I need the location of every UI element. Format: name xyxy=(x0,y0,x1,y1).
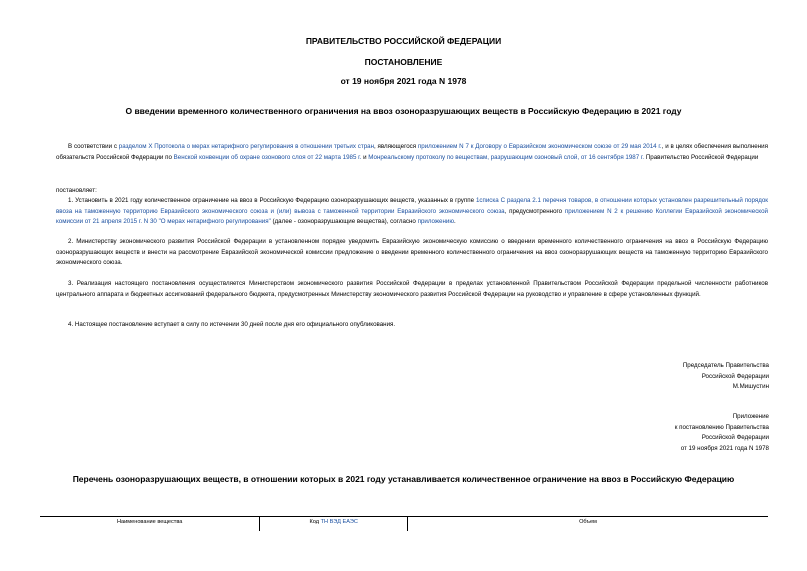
link-treaty-appendix-7[interactable]: приложением N 7 к Договору о Евразийском экономическом союзе от 29 мая 2014 г. xyxy=(417,143,662,150)
link-appendix[interactable]: приложению xyxy=(417,218,454,225)
column-header-substance-name: Наименование вещества xyxy=(40,517,260,531)
intro-text-2: , являющегося xyxy=(374,143,418,150)
postanovlyaet-label: постановляет: xyxy=(56,187,97,194)
signature-org: Российской Федерации xyxy=(701,372,769,380)
intro-text-4: и xyxy=(361,153,369,161)
appendix-date: от 19 ноября 2021 года N 1978 xyxy=(680,444,769,452)
p1-text-2: , предусмотренного xyxy=(504,207,565,215)
paragraph-4: 4. Настоящее постановление вступает в силу по истечении 30 дней после дня его официального опубликования. xyxy=(68,321,396,328)
link-list-c-section[interactable]: 1списка С раздела 2.1 перечня товаров, в отношении которых установлен разрешительный порядок ввоза на таможенную территорию Евразийского экономического союза и (или) вывоза с таможенной территории Евразийского экономического союза xyxy=(56,197,768,215)
intro-text-3: , и в целях обеспечения выполнения обязательств Российской Федерации по xyxy=(56,143,768,161)
substances-table-header xyxy=(40,516,768,531)
document-type: ПОСТАНОВЛЕНИЕ xyxy=(364,57,443,67)
signature-name: М.Мишустин xyxy=(732,383,769,390)
signature-block xyxy=(683,361,769,393)
link-tn-ved[interactable]: ТН ВЭД ЕАЭС xyxy=(320,519,358,525)
appendix-label: Приложение xyxy=(732,413,769,420)
appendix-block xyxy=(675,412,769,454)
document-date-number: от 19 ноября 2021 года N 1978 xyxy=(340,76,467,86)
link-decision-appendix-2[interactable]: приложением N 2 к решению Коллегии Евразийской экономической комиссии от 21 апреля 2015 г. N 30 "О мерах нетарифного регулирования" xyxy=(56,207,768,225)
link-vienna-convention[interactable]: Венской конвенции об охране озонового слоя от 22 марта 1985 г. xyxy=(173,153,362,161)
document-title: О введении временного количественного ограничения на ввоз озоноразрушающих веществ в Российскую Федерацию в 2021 году xyxy=(125,106,682,116)
p1-text-4: . xyxy=(454,218,456,225)
intro-text-1: В соответствии с xyxy=(68,143,119,150)
paragraph-1 xyxy=(56,196,768,228)
government-header: ПРАВИТЕЛЬСТВО РОССИЙСКОЙ ФЕДЕРАЦИИ xyxy=(305,36,502,46)
appendix-org: Российской Федерации xyxy=(701,434,769,441)
p1-text-1: 1. Установить в 2021 году количественное ограничение на ввоз в Российскую Федерацию озоноразрушающих веществ, указанных в группе xyxy=(68,197,476,204)
link-montreal-protocol[interactable]: Монреальскому протоколу по веществам, разрушающим озоновый слой, от 16 сентября 1987 г. xyxy=(368,153,645,161)
column-header-code xyxy=(260,517,408,531)
paragraph-2: 2. Министерству экономического развития Российской Федерации в установленном порядке уведомить Евразийскую экономическую комиссию о введении временного количественного ограничения на ввоз в Российскую Федерацию озоноразрушающих веществ и внести на рассмотрение Евразийской экономической комиссии предложение о введении временного количественного ограничения на ввоз озоноразрушающих веществ на таможенную территорию Евразийского экономического союза. xyxy=(56,238,768,266)
column-header-volume: Объем xyxy=(579,519,597,525)
link-protocol-section-x[interactable]: разделом X Протокола о мерах нетарифного регулирования в отношении третьих стран xyxy=(118,143,374,150)
p1-text-3: (далее - озоноразрушающие вещества), согласно xyxy=(270,218,418,225)
signature-position: Председатель Правительства xyxy=(682,362,769,369)
paragraph-3: 3. Реализация настоящего постановления осуществляется Министерством экономического развития Российской Федерации в пределах установленной Правительством Российской Федерации предельной численности работников центрального аппарата и бюджетных ассигнований федерального бюджета, предусмотренных Министерству экономического развития Российской Федерации на руководство и управление в сфере установленных функций. xyxy=(56,280,768,298)
intro-paragraph xyxy=(56,142,768,163)
intro-text-5: Правительство Российской Федерации xyxy=(644,153,759,161)
appendix-ref: к постановлению Правительства xyxy=(674,423,769,431)
code-label: Код xyxy=(309,519,321,525)
list-title: Перечень озоноразрушающих веществ, в отношении которых в 2021 году устанавливается количественное ограничение на ввоз в Российскую Федерацию xyxy=(72,474,735,484)
